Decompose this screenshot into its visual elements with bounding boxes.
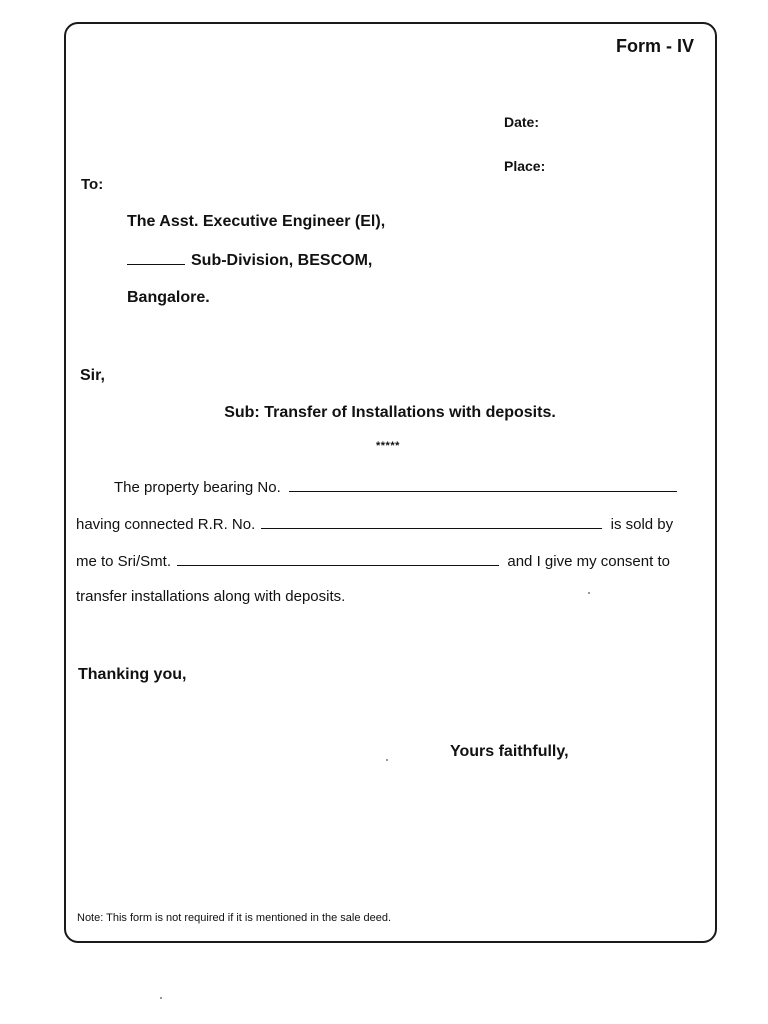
body-line-transfer: transfer installations along with deposits.	[76, 588, 346, 605]
buyer-label: me to Sri/Smt.	[76, 553, 172, 570]
subdivision-label: Sub-Division, BESCOM,	[191, 252, 373, 269]
property-number-blank[interactable]	[289, 477, 677, 492]
signoff-text: Yours faithfully,	[450, 743, 569, 760]
sold-by-label: is sold by	[610, 516, 674, 533]
salutation: Sir,	[80, 367, 105, 384]
rr-number-label: having connected R.R. No.	[76, 516, 256, 533]
addressee-subdivision	[127, 251, 372, 270]
consent-label: and I give my consent to	[507, 553, 670, 570]
date-label: Date:	[504, 114, 540, 130]
addressee-city: Bangalore.	[127, 289, 210, 306]
property-label: The property bearing No.	[114, 479, 281, 496]
buyer-name-blank[interactable]	[177, 551, 499, 566]
body-line-buyer	[76, 551, 670, 570]
footnote: Note: This form is not required if it is mentioned in the sale deed.	[77, 912, 392, 924]
body-line-property	[114, 477, 677, 496]
subdivision-blank[interactable]	[127, 251, 185, 265]
closing-text: Thanking you,	[78, 666, 187, 683]
separator-stars: *****	[376, 440, 400, 452]
to-label: To:	[81, 176, 104, 193]
scan-speck	[386, 759, 388, 761]
place-label: Place:	[504, 158, 546, 174]
addressee-title: The Asst. Executive Engineer (El),	[127, 213, 386, 230]
scan-speck	[588, 592, 590, 594]
body-line-rr-number	[76, 514, 673, 533]
subject-line: Sub: Transfer of Installations with deposits.	[224, 404, 556, 421]
form-number: Form - IV	[616, 36, 695, 56]
scan-speck	[160, 997, 162, 999]
rr-number-blank[interactable]	[261, 514, 602, 529]
